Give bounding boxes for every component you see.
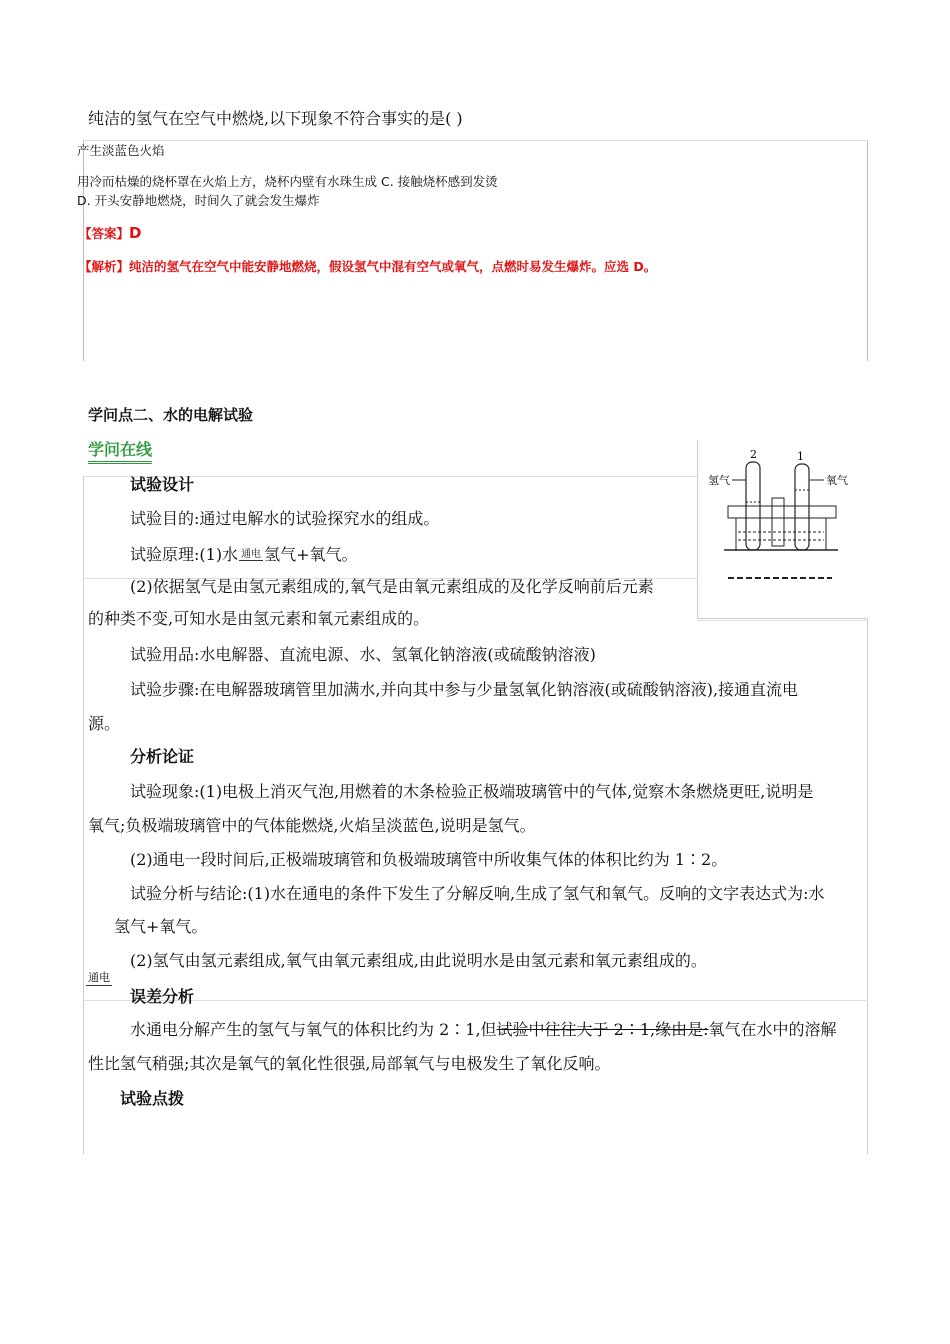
tube-number-left: 2 bbox=[750, 448, 757, 461]
steps-line2: 源。 bbox=[88, 714, 121, 733]
principle-suffix: 氢气+氧气。 bbox=[264, 545, 358, 564]
answer bbox=[79, 224, 141, 242]
design-heading: 试验设计 bbox=[130, 475, 195, 494]
divider bbox=[697, 620, 866, 621]
materials-text: 试验用品:水电解器、直流电源、水、氢氧化钠溶液(或硫酸钠溶液) bbox=[130, 645, 596, 664]
analysis-text: 【解析】纯洁的氢气在空气中能安静地燃烧，假设氢气中混有空气或氧气，点燃时易发生爆炸。应选 D。 bbox=[79, 259, 657, 274]
section-title: 学问点二、水的电解试验 bbox=[88, 406, 254, 424]
error-line1 bbox=[130, 1017, 837, 1040]
oxygen-label: 氧气 bbox=[826, 474, 848, 487]
section-subtitle: 学问在线 bbox=[88, 437, 152, 464]
error-heading: 误差分析 bbox=[130, 987, 195, 1006]
option-d: D. 开头安静地燃烧，时间久了就会发生爆炸 bbox=[77, 193, 320, 208]
divider bbox=[83, 1000, 866, 1001]
principle2-line2: 的种类不变,可知水是由氢元素和氧元素组成的。 bbox=[88, 609, 430, 628]
option-b-c: 用冷而枯燥的烧杯罩在火焰上方，烧杯内壁有水珠生成 C. 接触烧杯感到发烫 bbox=[77, 174, 498, 189]
conclusion-line1: 试验分析与结论:(1)水在通电的条件下发生了分解反响,生成了氢气和氧气。反响的文字表达式为:水 bbox=[130, 884, 825, 903]
question-stem: 纯洁的氢气在空气中燃烧,以下现象不符合事实的是( ) bbox=[88, 109, 463, 128]
principle2-line1: (2)依据氢气是由氢元素组成的,氧气是由氧元素组成的及化学反响前后元素 bbox=[130, 577, 654, 596]
hydrogen-label: 氢气 bbox=[708, 474, 730, 487]
answer-label: 【答案】 bbox=[79, 226, 130, 241]
electrolysis-figure bbox=[697, 440, 868, 619]
electrolysis-apparatus-icon bbox=[698, 440, 868, 590]
tips-heading: 试验点拨 bbox=[120, 1089, 185, 1108]
answer-value: D bbox=[129, 224, 142, 242]
phenomenon-line2: 氧气;负极端玻璃管中的气体能燃烧,火焰呈淡蓝色,说明是氢气。 bbox=[88, 816, 536, 835]
option-a: 产生淡蓝色火焰 bbox=[77, 143, 165, 158]
error-text-b: 氧气在水中的溶解 bbox=[708, 1020, 837, 1039]
error-text-strike: 试验中往往大于 2∶1,缘由是: bbox=[496, 1020, 709, 1039]
principle-line bbox=[130, 542, 357, 565]
tube-number-right: 1 bbox=[797, 450, 804, 463]
error-text-a: 水通电分解产生的氢气与氧气的体积比约为 2∶1,但 bbox=[130, 1020, 497, 1039]
electrolysis-arrow-2: 通电 bbox=[88, 971, 110, 984]
phenomenon2-text: (2)通电一段时间后,正极端玻璃管和负极端玻璃管中所收集气体的体积比约为 1∶2。 bbox=[130, 850, 728, 869]
electrolysis-arrow: 通电 bbox=[241, 549, 262, 560]
steps-line1: 试验步骤:在电解器玻璃管里加满水,并向其中参与少量氢氧化钠溶液(或硫酸钠溶液),接通直流电 bbox=[130, 680, 799, 699]
analysis-heading: 分析论证 bbox=[130, 747, 195, 766]
purpose-text: 试验目的:通过电解水的试验探究水的组成。 bbox=[130, 509, 440, 528]
principle-prefix: 试验原理:(1)水 bbox=[130, 545, 239, 564]
phenomenon-line1: 试验现象:(1)电极上消灭气泡,用燃着的木条检验正极端玻璃管中的气体,觉察木条燃烧更旺,说明是 bbox=[130, 782, 814, 801]
conclusion-line2: 氢气+氧气。 bbox=[114, 917, 208, 936]
conclusion2-text: (2)氢气由氢元素组成,氧气由氧元素组成,由此说明水是由氢元素和氧元素组成的。 bbox=[130, 951, 707, 970]
error-line2: 性比氢气稍强;其次是氧气的氧化性很强,局部氧气与电极发生了氧化反响。 bbox=[88, 1054, 611, 1073]
